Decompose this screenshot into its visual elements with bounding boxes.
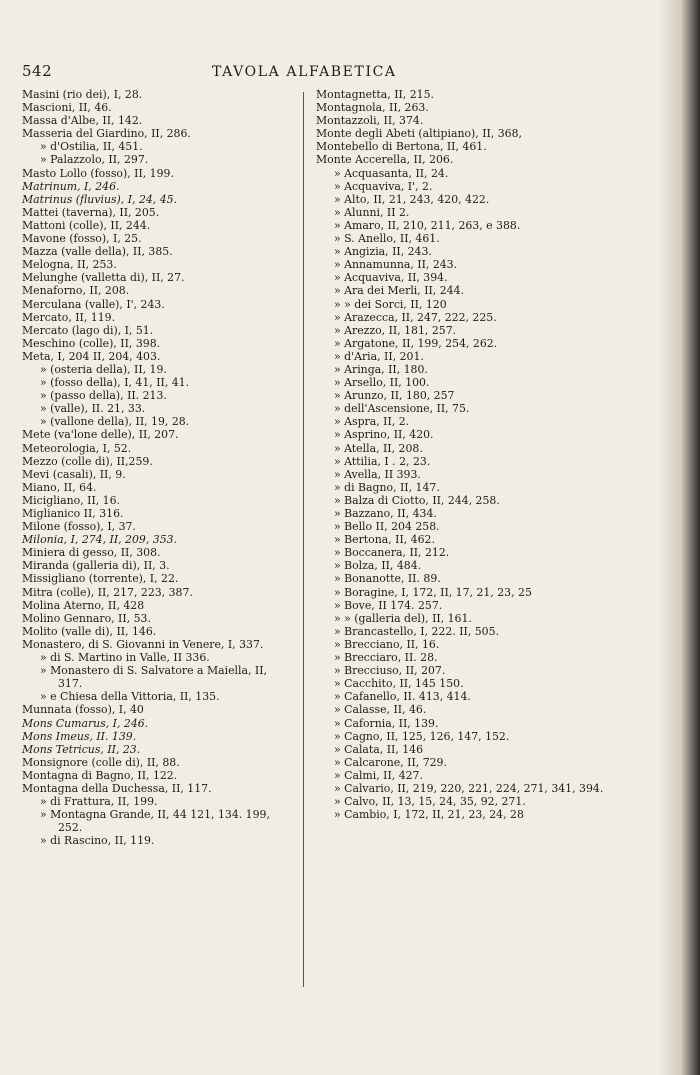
index-entry: Mevi (casali), II, 9.	[22, 467, 126, 481]
index-entry: Merculana (valle), I', 243.	[22, 297, 165, 311]
index-entry: Matrinus (fluvius), I, 24, 45.	[22, 192, 178, 206]
index-entry: » e Chiesa della Vittoria, II, 135.	[40, 690, 220, 704]
index-entry: » Palazzolo, II, 297.	[40, 153, 149, 167]
index-entry: » Calata, II, 146	[334, 742, 424, 756]
index-entry: » Bove, II 174. 257.	[334, 598, 443, 612]
index-entry: » Asprino, II, 420.	[334, 428, 434, 442]
index-entry: » Boccanera, II, 212.	[334, 546, 450, 560]
index-entry: » Brecciaro, II. 28.	[334, 651, 438, 665]
index-entry: » (valle), II. 21, 33.	[40, 402, 146, 416]
index-entry: » » (galleria del), II, 161.	[334, 611, 472, 625]
index-entry: » » dei Sorci, II, 120	[334, 297, 447, 311]
index-entry: » (fosso della), I, 41, II, 41.	[40, 376, 190, 390]
index-entry: » Attilia, I . 2, 23.	[334, 454, 431, 468]
index-entry: Mete (va'lone delle), II, 207.	[22, 428, 179, 442]
index-entry: Mezzo (colle di), II,259.	[22, 454, 153, 468]
index-entry: » (passo della), II. 213.	[40, 389, 167, 403]
index-entry: » Cafanello, II. 413, 414.	[334, 690, 471, 704]
index-entry: Masto Lollo (fosso), II, 199.	[22, 166, 174, 180]
index-entry: Montagna della Duchessa, II, 117.	[22, 781, 212, 795]
index-entry: Montebello di Bertona, II, 461.	[316, 140, 487, 154]
index-entry: » Arezzo, II, 181, 257.	[334, 323, 457, 337]
index-entry: Masini (rio dei), I, 28.	[22, 88, 143, 101]
running-head: TAVOLA ALFABETICA	[212, 64, 397, 80]
index-entry: » Boragine, I, 172, II, 17, 21, 23, 25	[334, 585, 532, 599]
index-entry: » Bello II, 204 258.	[334, 520, 440, 534]
index-entry: Miglianico II, 316.	[22, 507, 124, 520]
index-entry: Matrinum, I, 246.	[22, 179, 120, 193]
index-entry: Meta, I, 204 II, 204, 403.	[22, 349, 161, 363]
index-entry: » Cambio, I, 172, II, 21, 23, 24, 28	[334, 808, 524, 822]
index-entry: Melunghe (valletta di), II, 27.	[22, 271, 185, 285]
index-entry: Molito (valle di), II, 146.	[22, 624, 157, 638]
index-entry: Masseria del Giardino, II, 286.	[22, 127, 191, 141]
index-entry: » Arazecca, II, 247, 222, 225.	[334, 310, 497, 324]
index-entry: » Calvario, II, 219, 220, 221, 224, 271, 341, 394.	[334, 781, 604, 795]
index-entry: » Acquasanta, II, 24.	[334, 166, 449, 180]
index-entry: Mitra (colle), II, 217, 223, 387.	[22, 585, 193, 599]
index-entry: Miano, II, 64.	[22, 480, 97, 494]
index-entry: » di Bagno, II, 147.	[334, 480, 440, 494]
index-entry: Mavone (fosso), I, 25.	[22, 232, 142, 246]
index-entry: » Angizia, II, 243.	[334, 245, 432, 259]
index-entry: » Cafornia, II, 139.	[334, 716, 439, 730]
index-entry: » di Rascino, II, 119.	[40, 834, 155, 848]
index-entry: » Avella, II 393.	[334, 467, 421, 481]
index-entry: » Arunzo, II, 180, 257	[334, 389, 455, 403]
page-number: 542	[22, 62, 53, 80]
index-entry: » d'Aria, II, 201.	[334, 349, 424, 363]
index-entry: » Bertona, II, 462.	[334, 533, 435, 547]
index-entry: Menaforno, II, 208.	[22, 284, 130, 298]
index-entry: » Bonanotte, II. 89.	[334, 572, 441, 586]
index-entry: Meteorologia, I, 52.	[22, 441, 132, 455]
index-entry: Mazza (valle della), II, 385.	[22, 245, 173, 259]
index-entry: Monte degli Abeti (altipiano), II, 368,	[316, 127, 522, 141]
index-entry: » Calcarone, II, 729.	[334, 755, 447, 769]
index-entry: Milone (fosso), I, 37.	[22, 520, 136, 534]
index-entry: Miniera di gesso, II, 308.	[22, 546, 161, 560]
index-entry: » Arsello, II, 100.	[334, 376, 430, 390]
index-entry: » Annamunna, II, 243.	[334, 258, 458, 272]
index-entry: » Bazzano, II, 434.	[334, 507, 437, 520]
book-spine-shadow	[658, 0, 700, 1075]
index-entry: » Bolza, II, 484.	[334, 559, 422, 573]
index-entry: Miranda (galleria di), II, 3.	[22, 559, 170, 573]
index-entry: » Aringa, II, 180.	[334, 362, 428, 376]
index-entry: » Montagna Grande, II, 44 121, 134. 199, 252.	[40, 808, 270, 835]
index-entry: Mons Tetricus, II, 23.	[22, 742, 141, 756]
index-entry: » Balza di Ciotto, II, 244, 258.	[334, 493, 500, 507]
index-entry: Micigliano, II, 16.	[22, 493, 120, 507]
index-entry: » Brecciano, II, 16.	[334, 637, 440, 651]
index-entry: » Argatone, II, 199, 254, 262.	[334, 336, 498, 350]
index-column-left	[22, 88, 294, 847]
index-entry: » Alto, II, 21, 243, 420, 422.	[334, 192, 490, 206]
index-entry: » Cacchito, II, 145 150.	[334, 677, 464, 691]
index-entry: » Alunni, II 2.	[334, 205, 410, 219]
index-entry: » Monastero di S. Salvatore a Maiella, II, 317.	[40, 664, 267, 691]
index-entry: » Calvo, II, 13, 15, 24, 35, 92, 271.	[334, 795, 526, 809]
index-entry: Mascioni, II, 46.	[22, 101, 112, 115]
index-entry: Molino Gennaro, II, 53.	[22, 611, 151, 625]
index-entry: Montagnola, II, 263.	[316, 101, 429, 115]
index-column-right	[316, 88, 612, 821]
index-entry: Milonia, I, 274, II, 209, 353.	[22, 533, 178, 547]
index-entry: Mons Imeus, II. 139.	[22, 729, 137, 743]
index-entry: » di Frattura, II, 199.	[40, 795, 158, 809]
index-entry: Mattei (taverna), II, 205.	[22, 205, 160, 219]
index-entry: Monsignore (colle di), II, 88.	[22, 755, 180, 769]
index-entry: » (vallone della), II, 19, 28.	[40, 415, 190, 429]
index-entry: » Acquaviva, I', 2.	[334, 179, 433, 193]
index-entry: » Cagno, II, 125, 126, 147, 152.	[334, 729, 510, 743]
index-entry: Melogna, II, 253.	[22, 258, 117, 272]
index-entry: Monte Accerella, II, 206.	[316, 153, 454, 167]
index-entry: Molina Aterno, II, 428	[22, 598, 145, 612]
index-entry: » Amaro, II, 210, 211, 263, e 388.	[334, 218, 521, 232]
index-entry: Mercato (lago di), I, 51.	[22, 323, 154, 337]
index-entry: » Ara dei Merli, II, 244.	[334, 284, 464, 298]
index-entry: Meschino (colle), II, 398.	[22, 336, 161, 350]
index-entry: Montagnetta, II, 215.	[316, 88, 434, 101]
index-entry: » Calasse, II, 46.	[334, 703, 427, 717]
index-entry: » Acquaviva, II, 394.	[334, 271, 448, 285]
column-divider	[303, 92, 304, 987]
index-entry: Montagna di Bagno, II, 122.	[22, 768, 178, 782]
index-entry: Munnata (fosso), I, 40	[22, 703, 144, 717]
index-entry: Mons Cumarus, I, 246.	[22, 716, 149, 730]
index-entry: Massa d'Albe, II, 142.	[22, 114, 143, 128]
index-entry: » Brecciuso, II, 207.	[334, 664, 446, 678]
index-entry: » Brancastello, I, 222. II, 505.	[334, 624, 500, 638]
index-entry: » (osteria della), II, 19.	[40, 362, 167, 376]
index-entry: » S. Anello, II, 461.	[334, 232, 440, 246]
index-entry: Monastero, di S. Giovanni in Venere, I, 337.	[22, 637, 264, 651]
index-entry: » Calmi, II, 427.	[334, 768, 423, 782]
index-entry: Montazzoli, II, 374.	[316, 114, 424, 128]
index-entry: » Atella, II, 208.	[334, 441, 423, 455]
index-entry: » Aspra, II, 2.	[334, 415, 410, 429]
index-entry: Mattoni (colle), II, 244.	[22, 218, 151, 232]
index-entry: » di S. Martino in Valle, II 336.	[40, 651, 210, 665]
index-entry: » dell'Ascensione, II, 75.	[334, 402, 470, 416]
index-entry: » d'Ostilia, II, 451.	[40, 140, 143, 154]
index-entry: Missigliano (torrente), I, 22.	[22, 572, 179, 586]
index-entry: Mercato, II, 119.	[22, 310, 116, 324]
